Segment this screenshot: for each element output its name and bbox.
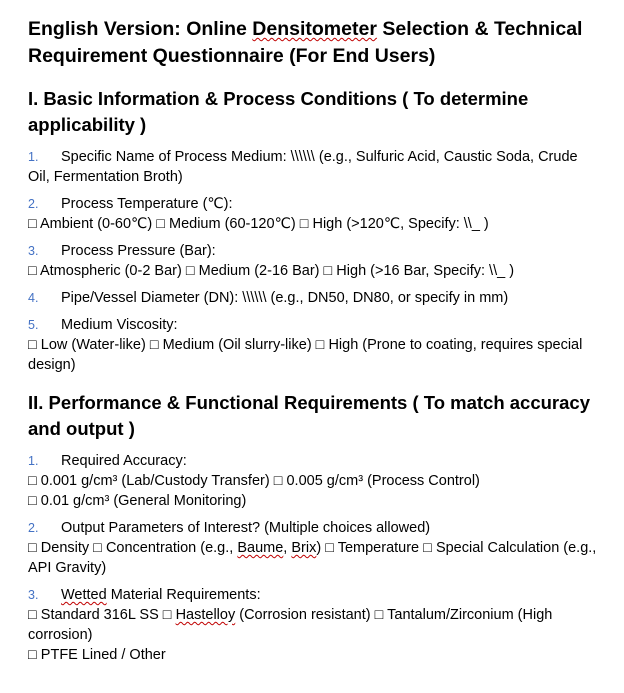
section1-item-3 <box>28 241 598 281</box>
section1-item-5 <box>28 315 598 375</box>
section2-item-3 <box>28 585 598 665</box>
wetted-word: Wetted <box>61 587 107 603</box>
item-label: Specific Name of Process Medium: \\\\\\ (e.g., Sulfuric Acid, Caustic Soda, Crude Oil, Fermentation Broth) <box>28 149 578 185</box>
section2-heading: II. Performance & Functional Requirements ( To match accuracy and output ) <box>28 392 591 439</box>
title-densitometer-word: Densitometer <box>252 18 377 40</box>
item-number: 2. <box>28 521 39 535</box>
hastelloy-word: Hastelloy <box>175 607 236 623</box>
item-number: 1. <box>28 454 39 468</box>
section1-item-1 <box>28 147 598 187</box>
document-title <box>28 16 598 70</box>
item-number: 4. <box>28 291 39 305</box>
options-text: □ Density □ Concentration (e.g., <box>28 540 238 556</box>
item-options: □ Atmospheric (0-2 Bar) □ Medium (2-16 Bar) □ High (>16 Bar, Specify: \\_ ) <box>28 263 515 279</box>
item-number: 5. <box>28 318 39 332</box>
title-part2: Selection & Technical Requirement Questionnaire (For End Users) <box>28 18 583 67</box>
item-label: Process Temperature (℃): <box>61 196 233 212</box>
options-text: □ Standard 316L SS □ <box>28 607 176 623</box>
brix-word: Brix <box>291 540 317 556</box>
item-options: □ Ambient (0-60℃) □ Medium (60-120℃) □ High (>120℃, Specify: \\_ ) <box>28 216 489 232</box>
item-number: 3. <box>28 244 39 258</box>
section2-item-2 <box>28 518 598 578</box>
item-options: □ 0.01 g/cm³ (General Monitoring) <box>28 493 247 509</box>
options-text: ) □ Temperature □ Special Calculation (e.g., API Gravity) <box>28 540 597 576</box>
options-text: , <box>283 540 292 556</box>
item-number: 2. <box>28 197 39 211</box>
item-label: Process Pressure (Bar): <box>61 243 216 259</box>
item-options: □ 0.001 g/cm³ (Lab/Custody Transfer) □ 0.005 g/cm³ (Process Control) <box>28 473 480 489</box>
title-part1: English Version: Online <box>28 18 253 40</box>
item-number: 3. <box>28 588 39 602</box>
item-options: □ Low (Water-like) □ Medium (Oil slurry-like) □ High (Prone to coating, requires special design) <box>28 337 583 373</box>
item-label: Required Accuracy: <box>61 453 187 469</box>
item-label: Medium Viscosity: <box>61 317 178 333</box>
section1-heading: I. Basic Information & Process Conditions ( To determine applicability ) <box>28 88 529 135</box>
section1-item-2 <box>28 194 598 234</box>
item-label: Material Requirements: <box>106 587 261 603</box>
section1-item-4 <box>28 288 598 308</box>
item-label: Output Parameters of Interest? (Multiple choices allowed) <box>61 520 431 536</box>
section2-item-1 <box>28 451 598 511</box>
item-number: 1. <box>28 150 39 164</box>
baume-word: Baume <box>237 540 284 556</box>
item-options: □ PTFE Lined / Other <box>28 647 166 663</box>
options-text: (Corrosion resistant) □ Tantalum/Zirconium (High corrosion) <box>28 607 553 643</box>
item-options <box>28 605 598 645</box>
item-label: Pipe/Vessel Diameter (DN): \\\\\\ (e.g., DN50, DN80, or specify in mm) <box>61 290 509 306</box>
item-options <box>28 538 598 578</box>
document-page <box>28 16 598 672</box>
